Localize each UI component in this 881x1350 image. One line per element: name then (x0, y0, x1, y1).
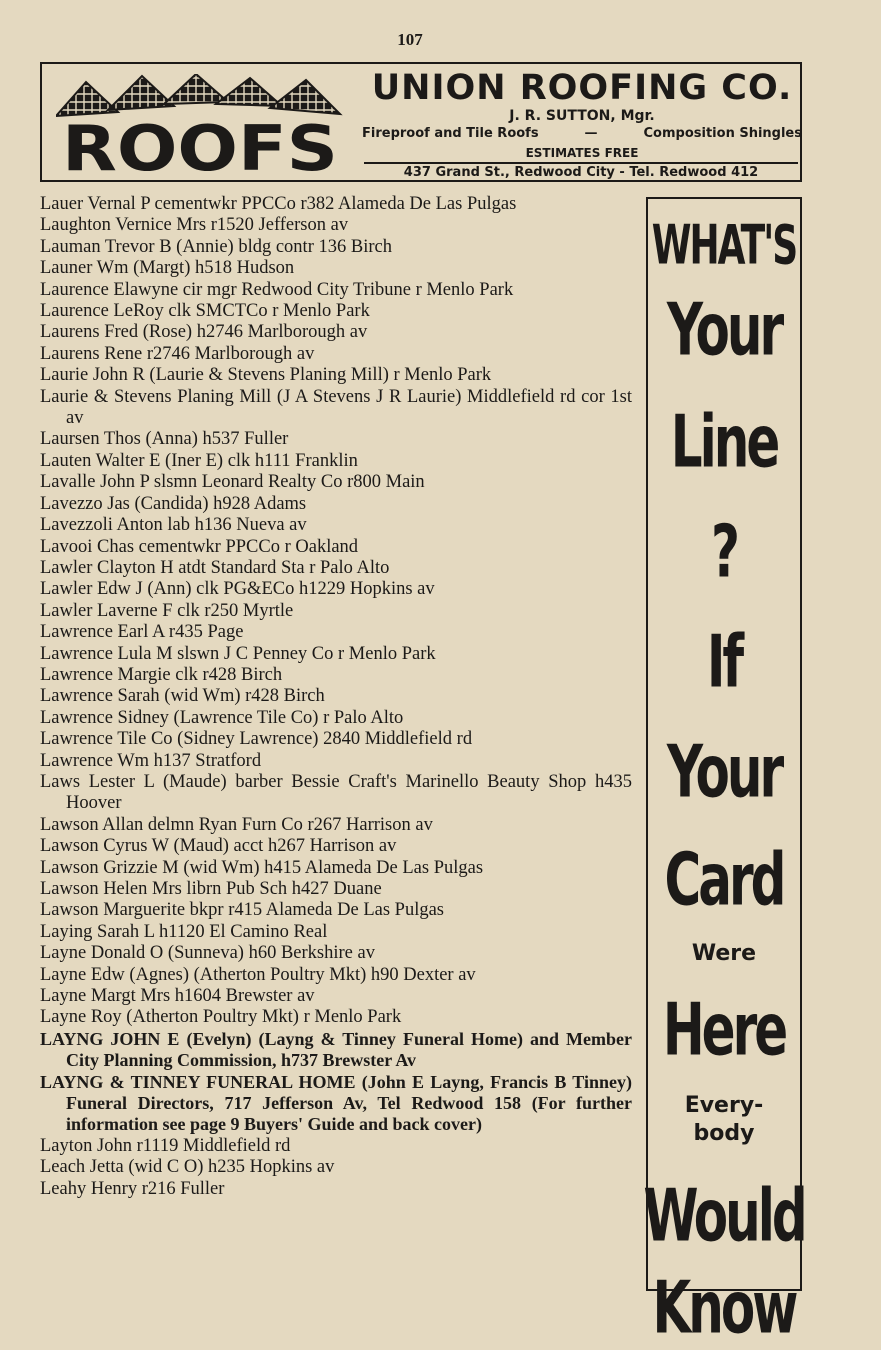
side-ad-word: Know (652, 1265, 796, 1350)
roofs-logo (56, 74, 346, 174)
side-ad-word: Were (691, 941, 757, 966)
page-number: 107 (397, 30, 423, 49)
listing-entry: Laying Sarah L h1120 El Camino Real (40, 921, 328, 942)
listing-entry: Launer Wm (Margt) h518 Hudson (40, 258, 295, 279)
listing-entry: Lawson Cyrus W (Maud) acct h267 Harrison av (40, 836, 397, 857)
side-ad-word: body (693, 1121, 755, 1146)
listing-entry: Lawler Clayton H atdt Standard Sta r Palo Alto (40, 557, 390, 578)
listing-entry: Laursen Thos (Anna) h537 Fuller (40, 429, 289, 450)
listing-entry-featured: LAYNG JOHN E (Evelyn) (Layng & Tinney Funeral Home) and Member City Planning Commission, h737 Brewster Av (40, 1028, 632, 1071)
manager-name: J. R. SUTTON, Mgr. (509, 108, 655, 124)
listing-entry: Lavalle John P slsmn Leonard Realty Co r800 Main (40, 472, 425, 493)
company-address: 437 Grand St., Redwood City - Tel. Redwood 412 (364, 162, 798, 180)
roof-shape (270, 80, 340, 114)
estimates-free: ESTIMATES FREE (525, 146, 639, 160)
side-ad-word: Here (662, 987, 786, 1073)
side-ad-word: WHAT'S (651, 215, 797, 277)
listing-entry: Lawrence Sarah (wid Wm) r428 Birch (40, 686, 325, 707)
listing-entry: Lawrence Earl A r435 Page (40, 622, 244, 643)
listing-entry: Laurens Fred (Rose) h2746 Marlborough av (40, 322, 368, 343)
listing-entry: Layne Edw (Agnes) (Atherton Poultry Mkt) h90 Dexter av (40, 964, 476, 985)
side-ad-word: Every- (684, 1093, 764, 1118)
side-ad-word: Card (664, 837, 784, 923)
side-ad-word: Your (666, 729, 782, 815)
listing-entry: Leahy Henry r216 Fuller (40, 1178, 225, 1199)
listing-entry: Layne Margt Mrs h1604 Brewster av (40, 986, 315, 1007)
side-ad-word: Would (643, 1173, 805, 1259)
listing-entry: Laurie & Stevens Planing Mill (J A Stevens J R Laurie) Middlefield rd cor 1st av (40, 386, 632, 429)
listing-entry: Lawson Grizzie M (wid Wm) h415 Alameda De Las Pulgas (40, 857, 484, 878)
union-roofing-advertisement (40, 62, 802, 182)
listing-entry: Layne Donald O (Sunneva) h60 Berkshire av (40, 943, 375, 964)
company-name: UNION ROOFING CO. (371, 68, 793, 108)
service-tile-roofs: Fireproof and Tile Roofs (362, 126, 539, 141)
whats-your-line-advertisement (643, 197, 805, 1350)
service-shingles: Composition Shingles (643, 126, 802, 141)
listing-entry: Laurence Elawyne cir mgr Redwood City Tribune r Menlo Park (40, 279, 514, 300)
listing-entry: Lauten Walter E (Iner E) clk h111 Franklin (40, 450, 358, 471)
side-ad-word: ? (710, 509, 737, 595)
service-separator: — (584, 126, 598, 141)
side-ad-word: Line (670, 399, 778, 485)
listing-entry: Laurence LeRoy clk SMCTCo r Menlo Park (40, 301, 370, 322)
listing-entry: Lawrence Margie clk r428 Birch (40, 664, 283, 685)
roof-shape (216, 78, 282, 106)
listing-entry: Lawler Laverne F clk r250 Myrtle (40, 600, 294, 621)
listing-entry: Lawrence Tile Co (Sidney Lawrence) 2840 Middlefield rd (40, 729, 473, 750)
listing-entry: Laughton Vernice Mrs r1520 Jefferson av (40, 215, 349, 236)
listing-entry: Lavooi Chas cementwkr PPCCo r Oakland (40, 536, 359, 557)
listing-entry: Laurie John R (Laurie & Stevens Planing Mill) r Menlo Park (40, 365, 492, 386)
listing-entry: Lawson Allan delmn Ryan Furn Co r267 Harrison av (40, 814, 433, 835)
listing-entry: Lawson Helen Mrs librn Pub Sch h427 Duane (40, 879, 382, 899)
listing-entry: Layton John r1119 Middlefield rd (40, 1135, 291, 1156)
side-ad-word: Your (666, 287, 782, 373)
side-ad-word: If (706, 619, 742, 705)
listing-entry: Lavezzo Jas (Candida) h928 Adams (40, 493, 307, 514)
listing-entry: Laurens Rene r2746 Marlborough av (40, 343, 315, 364)
services-line (362, 126, 802, 141)
listing-entry: Lauer Vernal P cementwkr PPCCo r382 Alameda De Las Pulgas (40, 194, 517, 214)
listing-entry: Lavezzoli Anton lab h136 Nueva av (40, 515, 307, 536)
listing-entry: Layne Roy (Atherton Poultry Mkt) r Menlo Park (40, 1007, 402, 1028)
listing-entry: Lauman Trevor B (Annie) bldg contr 136 Birch (40, 236, 392, 257)
listing-entry: Lawrence Wm h137 Stratford (40, 750, 262, 771)
listing-entry: Leach Jetta (wid C O) h235 Hopkins av (40, 1157, 335, 1178)
listing-entry: Lawrence Sidney (Lawrence Tile Co) r Palo Alto (40, 707, 404, 728)
roof-shape (164, 74, 228, 104)
roofs-logo-text: ROOFS (62, 112, 338, 174)
listing-entry: Lawson Marguerite bkpr r415 Alameda De Las Pulgas (40, 900, 444, 921)
listing-entry-featured: LAYNG & TINNEY FUNERAL HOME (John E Layng, Francis B Tinney) Funeral Directors, 717 Jefferson Av, Tel Redwood 158 (For further information see page 9 Buyers' Guide and back cover) (40, 1071, 632, 1135)
listing-entry: Lawler Edw J (Ann) clk PG&ECo h1229 Hopkins av (40, 579, 435, 600)
directory-listings (40, 194, 632, 1200)
listing-entry: Laws Lester L (Maude) barber Bessie Craft's Marinello Beauty Shop h435 Hoover (40, 771, 632, 814)
listing-entry: Lawrence Lula M slswn J C Penney Co r Menlo Park (40, 643, 436, 664)
